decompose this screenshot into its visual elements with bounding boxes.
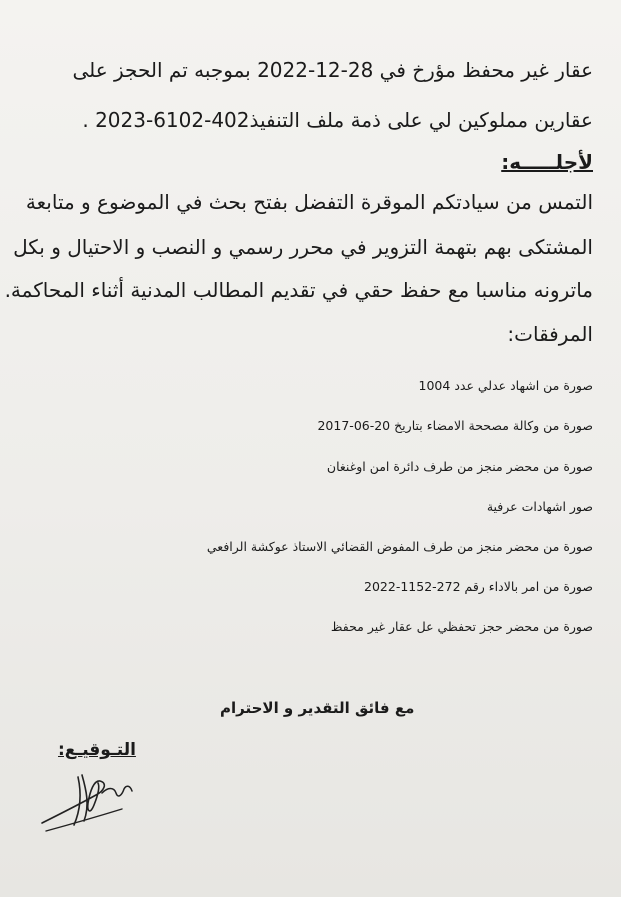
- attachment-item: صورة من اشهاد عدلي عدد 1004: [418, 378, 593, 393]
- attachment-item: صورة من محضر منجز من طرف المفوض القضائي الاستاذ عوكشة الرافعي: [206, 539, 593, 554]
- attachment-item: صورة من وكالة مصححة الامضاء بتاريخ 20-06-2017: [317, 418, 593, 433]
- body-line-2: عقارين مملوكين لي على ذمة ملف التنفيذ402-6102-2023 .: [82, 108, 593, 132]
- attachment-item: صورة من محضر منجز من طرف دائرة امن اوغنغان: [326, 459, 593, 474]
- handwritten-signature: [38, 765, 148, 840]
- attachments-title: المرفقات:: [507, 322, 593, 346]
- body-line-4: المشتكى بهم بتهمة التزوير في محرر رسمي و النصب و الاحتيال و بكل: [13, 235, 593, 259]
- section-heading: لأجلـــــه:: [501, 150, 593, 174]
- attachment-item: صور اشهادات عرفية: [486, 499, 593, 514]
- signature-label: التـوقيـع:: [58, 740, 136, 760]
- closing-line: مع فائق التقدير و الاحترام: [220, 699, 415, 717]
- body-line-1: عقار غير محفظ مؤرخ في 28-12-2022 بموجبه تم الحجز على: [72, 58, 593, 82]
- body-line-5: ماترونه مناسبا مع حفظ حقي في تقديم المطالب المدنية أثناء المحاكمة.: [4, 278, 593, 302]
- body-line-3: التمس من سيادتكم الموقرة التفضل بفتح بحث في الموضوع و متابعة: [25, 190, 593, 214]
- attachment-item: صورة من محضر حجز تحفظي عل عقار غير محفظ: [330, 619, 593, 634]
- attachment-item: صورة من امر بالاداء رقم 272-1152-2022: [364, 579, 593, 594]
